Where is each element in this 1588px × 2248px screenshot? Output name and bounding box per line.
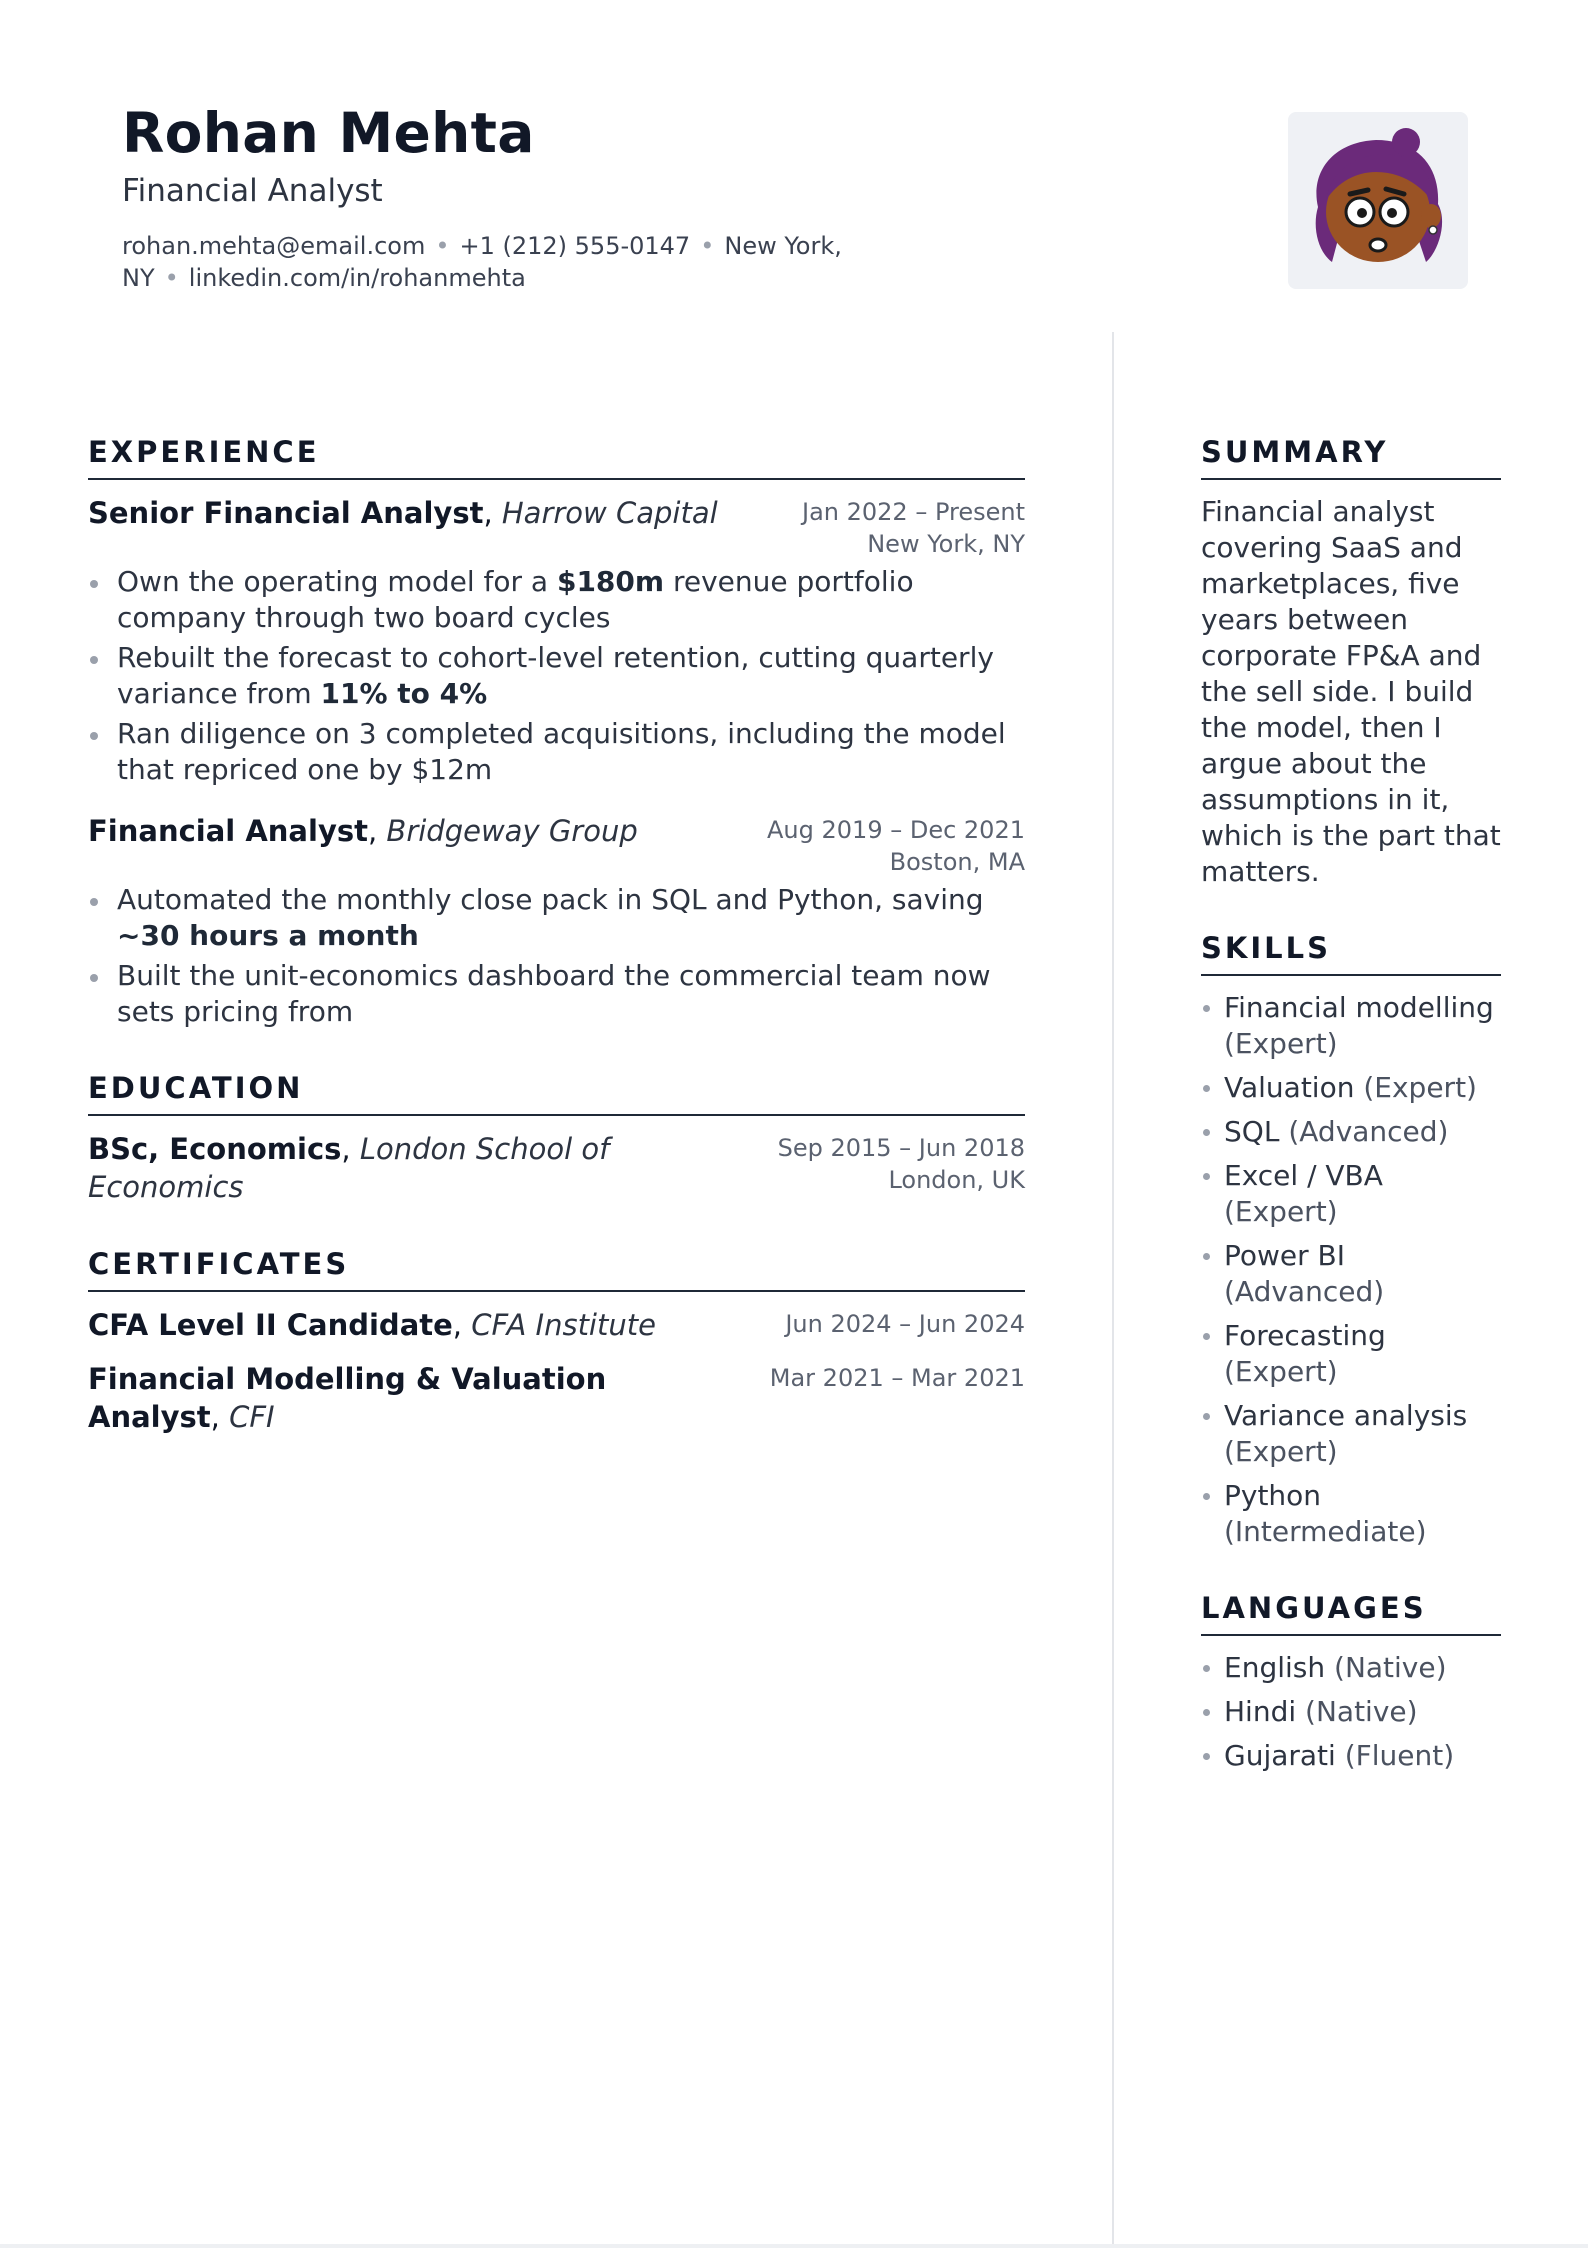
job-company: Bridgeway Group bbox=[386, 814, 638, 848]
job-dates: Jan 2022 – Present bbox=[801, 498, 1025, 526]
languages-list bbox=[1201, 1650, 1501, 1774]
candidate-name: Rohan Mehta bbox=[122, 101, 535, 165]
column-divider bbox=[1112, 332, 1114, 2248]
list-item: SQL (Advanced) bbox=[1201, 1114, 1501, 1150]
education-location: London, UK bbox=[888, 1166, 1025, 1194]
job-location: Boston, MA bbox=[889, 848, 1025, 876]
skills-list bbox=[1201, 990, 1501, 1550]
certificate-name: CFA Level II Candidate bbox=[88, 1308, 453, 1342]
list-item: Ran diligence on 3 completed acquisitions, including the model that repriced one by $12m bbox=[88, 716, 1025, 788]
job-bullets bbox=[88, 882, 1025, 1030]
certificates-section bbox=[88, 1244, 1025, 1436]
cartoon-avatar-icon bbox=[1288, 112, 1468, 289]
degree: BSc, Economics bbox=[88, 1132, 342, 1166]
list-item: Rebuilt the forecast to cohort-level retention, cutting quarterly variance from 11% to 4% bbox=[88, 640, 1025, 712]
experience-entry: Financial Analyst, Bridgeway Group Aug 2019 – Dec 2021 Boston, MA Automated the monthly close pack in SQL and Python, saving ~30 hours a month Built the unit-economics dashboard the commercial team now sets pricing from bbox=[88, 814, 1025, 1028]
education-entry: BSc, Economics, London School of Economics Sep 2015 – Jun 2018 London, UK bbox=[88, 1132, 1025, 1204]
avatar bbox=[1288, 112, 1468, 289]
experience-heading: EXPERIENCE bbox=[88, 432, 1025, 480]
contact-email[interactable]: rohan.mehta@email.com bbox=[122, 232, 426, 260]
certificate-issuer: CFI bbox=[229, 1400, 275, 1434]
contact-separator: • bbox=[435, 232, 450, 260]
resume-header bbox=[122, 98, 902, 294]
list-item: Hindi (Native) bbox=[1201, 1694, 1501, 1730]
skills-heading: SKILLS bbox=[1201, 928, 1501, 976]
experience-entry: Senior Financial Analyst, Harrow Capital Jan 2022 – Present New York, NY Own the operating model for a $180m revenue portfolio company through two board cycles Rebuilt the forecast to cohort-level retention, cutting quarterly variance from 11% to 4% Ran diligence on 3 completed acquisitions, including the model that repriced one by $12m bbox=[88, 496, 1025, 786]
list-item: Gujarati (Fluent) bbox=[1201, 1738, 1501, 1774]
certificate-dates: Jun 2024 – Jun 2024 bbox=[785, 1310, 1025, 1338]
education-dates: Sep 2015 – Jun 2018 bbox=[777, 1134, 1025, 1162]
education-section bbox=[88, 1068, 1025, 1206]
contact-linkedin[interactable]: linkedin.com/in/rohanmehta bbox=[188, 264, 526, 292]
list-item: Python (Intermediate) bbox=[1201, 1478, 1501, 1550]
list-item: Financial modelling (Expert) bbox=[1201, 990, 1501, 1062]
list-item: Valuation (Expert) bbox=[1201, 1070, 1501, 1106]
candidate-role: Financial Analyst bbox=[122, 173, 383, 209]
summary-text: Financial analyst covering SaaS and marketplaces, five years between corporate FP&A and the sell side. I build the model, then I argue about the assumptions in it, which is the part that matters. bbox=[1201, 495, 1501, 888]
job-position: Senior Financial Analyst bbox=[88, 496, 484, 530]
experience-section bbox=[88, 432, 1025, 1030]
certificate-name: Financial Modelling & Valuation Analyst bbox=[88, 1362, 607, 1434]
certificate-entry: Financial Modelling & Valuation Analyst, CFI Mar 2021 – Mar 2021 bbox=[88, 1362, 1025, 1434]
certificate-dates: Mar 2021 – Mar 2021 bbox=[769, 1364, 1025, 1392]
certificate-issuer: CFA Institute bbox=[471, 1308, 656, 1342]
list-item: Power BI (Advanced) bbox=[1201, 1238, 1501, 1310]
list-item: Built the unit-economics dashboard the commercial team now sets pricing from bbox=[88, 958, 1025, 1030]
side-column bbox=[1201, 432, 1501, 1782]
job-company: Harrow Capital bbox=[501, 496, 718, 530]
contact-phone: +1 (212) 555-0147 bbox=[459, 232, 691, 260]
contact-location: New York, NY bbox=[122, 232, 842, 292]
contact-line bbox=[122, 230, 862, 294]
list-item: Forecasting (Expert) bbox=[1201, 1318, 1501, 1390]
summary-section bbox=[1201, 432, 1501, 890]
certificates-heading: CERTIFICATES bbox=[88, 1244, 1025, 1292]
list-item: Excel / VBA (Expert) bbox=[1201, 1158, 1501, 1230]
contact-separator: • bbox=[164, 264, 179, 292]
job-location: New York, NY bbox=[867, 530, 1025, 558]
school: London School of Economics bbox=[88, 1132, 610, 1204]
list-item: Automated the monthly close pack in SQL and Python, saving ~30 hours a month bbox=[88, 882, 1025, 954]
job-dates: Aug 2019 – Dec 2021 bbox=[767, 816, 1025, 844]
main-column bbox=[88, 432, 1025, 1436]
languages-heading: LANGUAGES bbox=[1201, 1588, 1501, 1636]
list-item: Variance analysis (Expert) bbox=[1201, 1398, 1501, 1470]
summary-heading: SUMMARY bbox=[1201, 432, 1501, 480]
job-position: Financial Analyst bbox=[88, 814, 368, 848]
skills-section bbox=[1201, 928, 1501, 1550]
job-bullets bbox=[88, 564, 1025, 788]
certificate-entry: CFA Level II Candidate, CFA Institute Jun 2024 – Jun 2024 bbox=[88, 1308, 1025, 1342]
list-item: Own the operating model for a $180m revenue portfolio company through two board cycles bbox=[88, 564, 1025, 636]
list-item: English (Native) bbox=[1201, 1650, 1501, 1686]
page-bottom-edge bbox=[0, 2244, 1588, 2248]
languages-section bbox=[1201, 1588, 1501, 1774]
contact-separator: • bbox=[700, 232, 715, 260]
education-heading: EDUCATION bbox=[88, 1068, 1025, 1116]
